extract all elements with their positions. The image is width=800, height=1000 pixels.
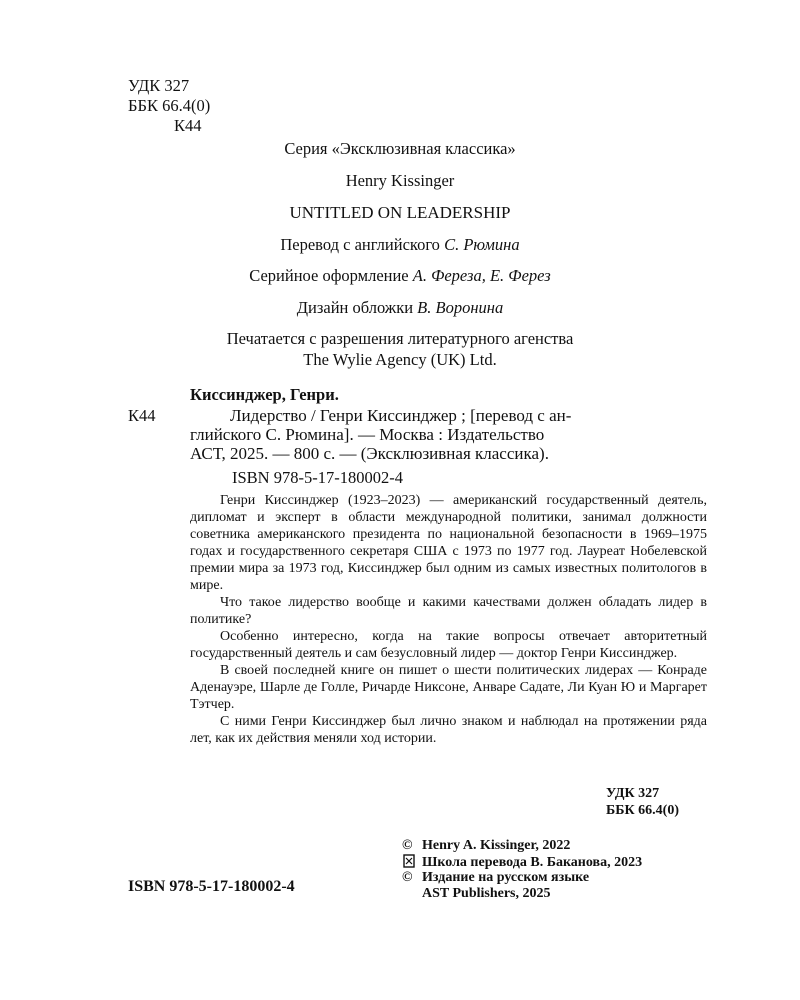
bib-heading: Киссинджер, Генри.	[190, 385, 339, 404]
translator-name: С. Рюмина	[444, 235, 520, 254]
series-design-names: А. Фереза, Е. Ферез	[412, 266, 551, 285]
annotation-paragraph: Генри Киссинджер (1923–2023) — американский государственный деятель, дипломат и эксперт в области международной политики, занимал должности советника американского президента по национальной безопасности в 1969–1975 годах и государственного секретаря США с 1973 по 1977 год. Лауреат Нобелевской премии мира за 1973 год, Киссинджер был одним из самых известных политологов в мире.	[190, 493, 707, 593]
cover-design-line	[0, 298, 800, 318]
series-line: Серия «Эксклюзивная классика»	[284, 139, 516, 158]
cover-design-prefix: Дизайн обложки	[296, 298, 414, 317]
copyright-text-2: Школа перевода В. Баканова, 2023	[422, 855, 643, 870]
annotation	[190, 492, 707, 747]
bbk-code: ББК 66.4(0)	[128, 96, 211, 115]
permission-line-2: The Wylie Agency (UK) Ltd.	[303, 350, 497, 369]
bib-isbn: ISBN 978-5-17-180002-4	[232, 468, 403, 487]
copyright-text-4: AST Publishers, 2025	[422, 886, 551, 901]
bib-author-mark: К44	[128, 406, 156, 425]
copyright-line-1	[402, 838, 570, 854]
isbn-bottom: ISBN 978-5-17-180002-4	[128, 878, 295, 895]
bib-line-2: глийского С. Рюмина]. — Москва : Издательство	[190, 425, 545, 444]
udk-code: УДК 327	[128, 76, 190, 95]
copyright-icon: ©	[402, 870, 413, 885]
copyright-line-3	[402, 870, 589, 886]
copyright-icon: ©	[402, 838, 413, 853]
annotation-paragraph: Особенно интересно, когда на такие вопросы отвечает авторитетный государственный деятель и сам безусловный лидер — доктор Генри Киссинджер.	[190, 629, 707, 661]
copyright-line-4	[402, 886, 551, 902]
bib-line-3: АСТ, 2025. — 800 с. — (Эксклюзивная классика).	[190, 444, 549, 463]
annotation-paragraph: В своей последней книге он пишет о шести политических лидерах — Конраде Аденауэре, Шарле де Голле, Ричарде Никсоне, Анваре Садате, Ли Куан Ю и Маргарет Тэтчер.	[190, 663, 707, 712]
original-title: UNTITLED ON LEADERSHIP	[289, 203, 511, 222]
permission-line-1: Печатается с разрешения литературного агенства	[226, 329, 574, 348]
bottom-bbk: ББК 66.4(0)	[606, 803, 679, 818]
bottom-udk: УДК 327	[606, 786, 660, 801]
copyright-text-1: Henry A. Kissinger, 2022	[422, 838, 571, 853]
translator-line	[0, 235, 800, 255]
copyright-line-2	[402, 854, 642, 871]
author-mark: К44	[174, 116, 202, 135]
copyright-text-3: Издание на русском языке	[422, 870, 590, 885]
translation-school-logo-icon	[402, 854, 422, 871]
bib-line-1: Лидерство / Генри Киссинджер ; [перевод с ан-	[230, 406, 572, 425]
annotation-paragraph: С ними Генри Киссинджер был лично знаком и наблюдал на протяжении ряда лет, как их действия меняли ход истории.	[190, 714, 707, 746]
translator-prefix: Перевод с английского	[280, 235, 440, 254]
series-design-prefix: Серийное оформление	[249, 266, 409, 285]
cover-design-name: В. Воронина	[417, 298, 504, 317]
series-design-line	[0, 266, 800, 286]
original-author: Henry Kissinger	[345, 171, 455, 190]
annotation-paragraph: Что такое лидерство вообще и какими качествами должен обладать лидер в политике?	[190, 595, 707, 627]
